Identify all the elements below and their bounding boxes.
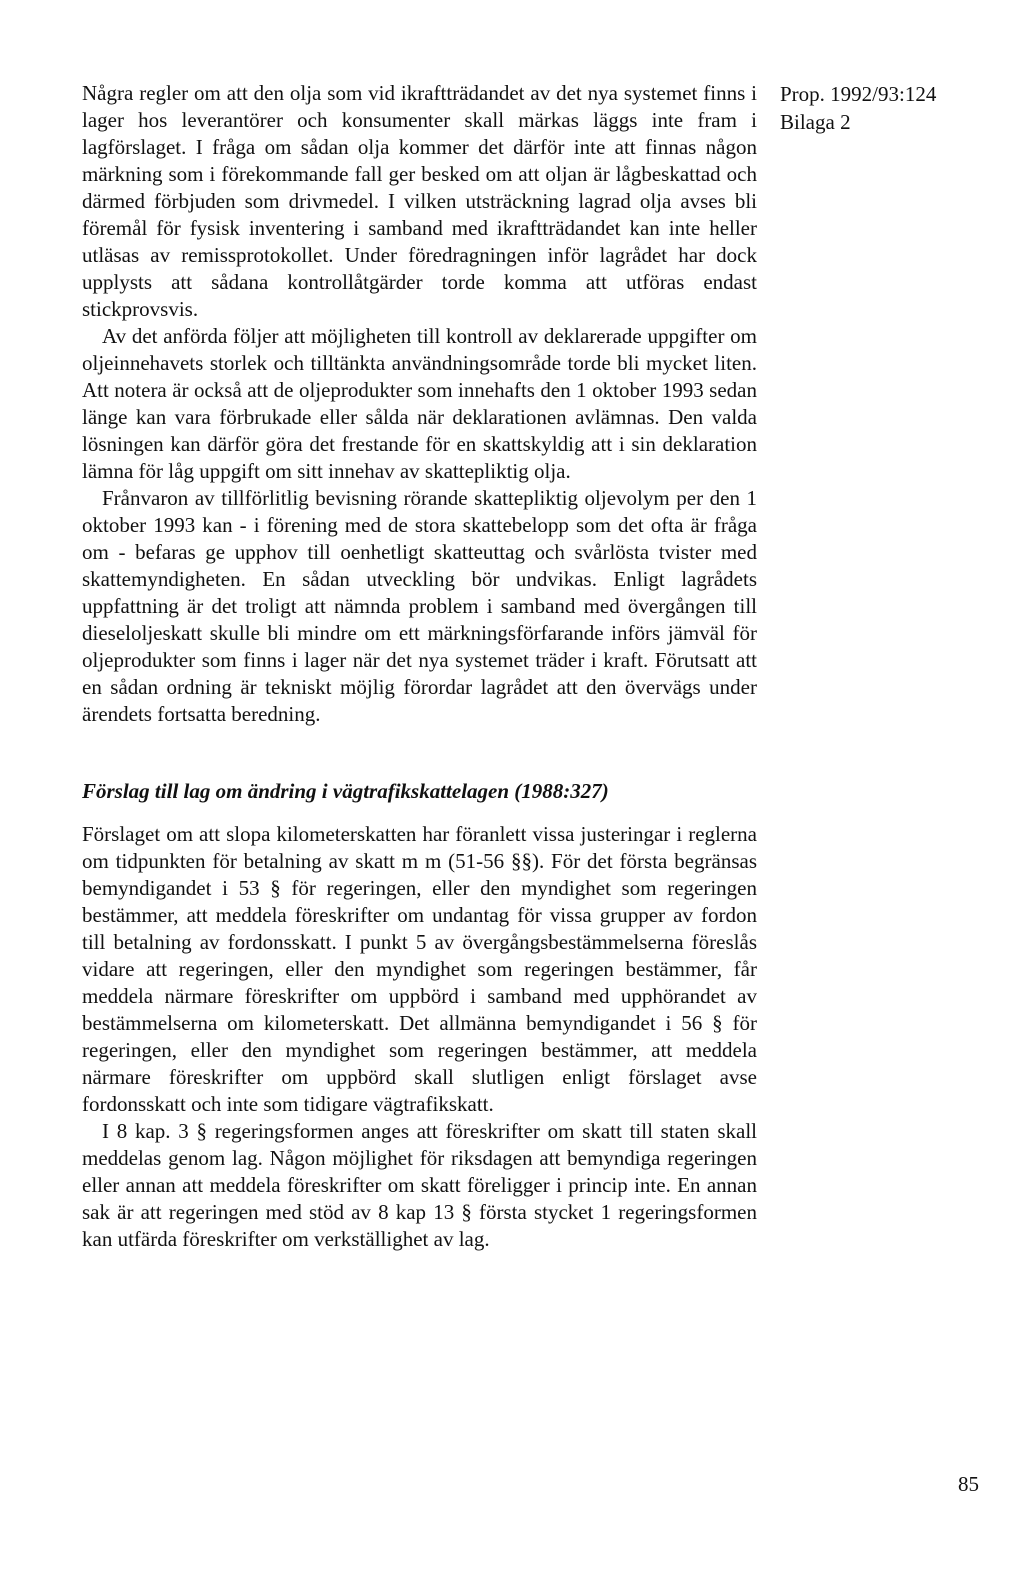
paragraph: I 8 kap. 3 § regeringsformen anges att föreskrifter om skatt till staten skall meddelas genom lag. Någon möjlighet för riksdagen att bemyndiga regeringen eller annan att meddela föreskrifter om skatt föreligger i princip inte. En annan sak är att regeringen med stöd av 8 kap 13 § första stycket 1 regeringsformen kan utfärda föreskrifter om verkställighet av lag.	[82, 1119, 757, 1251]
appendix-reference: Bilaga 2	[780, 110, 851, 134]
proposition-reference: Prop. 1992/93:124	[780, 82, 937, 106]
paragraph: Några regler om att den olja som vid ikraftträdandet av det nya systemet finns i lager hos leverantörer och konsumenter skall märkas läggs inte fram i lagförslaget. I fråga om sådan olja kommer det därför inte att finnas någon märkning som i förekommande fall ger besked om att oljan är lågbeskattad och därmed förbjuden som drivmedel. I vilken utsträckning lagrad olja avses bli föremål för fysisk inventering i samband med ikraftträdandet kan inte heller utläsas av remissprotokollet. Under föredragningen inför lagrådet har dock upplysts att sådana kontrollåtgärder torde komma att utföras endast stickprovsvis.	[82, 81, 757, 321]
paragraph: Av det anförda följer att möjligheten till kontroll av deklarerade uppgifter om oljeinnehavets storlek och tilltänkta användningsområde torde bli mycket liten. Att notera är också att de oljeprodukter som innehafts den 1 oktober 1993 sedan länge kan vara förbrukade eller sålda när deklarationen avlämnas. Den valda lösningen kan därför göra det frestande för en skattskyldig att i sin deklaration lämna för låg uppgift om sitt innehav av skattepliktig olja.	[82, 324, 757, 483]
page-number: 85	[958, 1472, 979, 1496]
section-heading: Förslag till lag om ändring i vägtrafikskattelagen (1988:327)	[82, 779, 609, 803]
page-body	[82, 80, 757, 1253]
paragraph: Frånvaron av tillförlitlig bevisning rörande skattepliktig oljevolym per den 1 oktober 1993 kan - i förening med de stora skattebelopp som det ofta är fråga om - befaras ge upphov till oenhetligt skatteuttag och svårlösta tvister med skattemyndigheten. En sådan utveckling bör undvikas. Enligt lagrådets uppfattning är det troligt att nämnda problem i samband med övergången till dieseloljeskatt skulle bli mindre om ett märkningsförfarande införs jämväl för oljeprodukter som finns i lager när det nya systemet träder i kraft. Förutsatt att en sådan ordning är tekniskt möjlig förordar lagrådet att den övervägs under ärendets fortsatta beredning.	[82, 486, 757, 726]
paragraph: Förslaget om att slopa kilometerskatten har föranlett vissa justeringar i reglerna om tidpunkten för betalning av skatt m m (51-56 §§). För det första begränsas bemyndigandet i 53 § för regeringen, eller den myndighet som regeringen bestämmer, att meddela föreskrifter om undantag för vissa grupper av fordon till betalning av fordonsskatt. I punkt 5 av övergångsbestämmelserna föreslås vidare att regeringen, eller den myndighet som regeringen bestämmer, får meddela närmare föreskrifter om uppbörd i samband med upphörandet av bestämmelserna om kilometerskatt. Det allmänna bemyndigandet i 56 § för regeringen, eller den myndighet som regeringen bestämmer, att meddela närmare föreskrifter om uppbörd skall slutligen enligt förslaget avse fordonsskatt och inte som tidigare vägtrafikskatt.	[82, 822, 757, 1116]
margin-reference	[780, 80, 936, 136]
